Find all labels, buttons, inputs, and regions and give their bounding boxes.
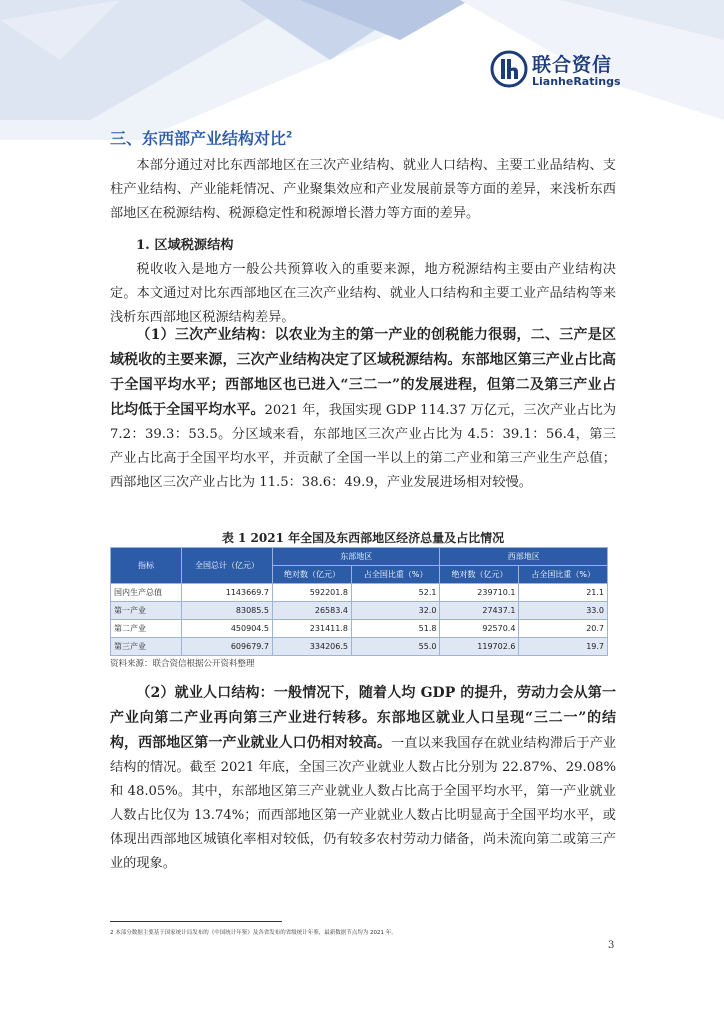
cell-west-share: 19.7 — [519, 638, 608, 656]
cell-west-abs: 239710.1 — [440, 584, 519, 602]
lianhe-logo-icon — [490, 50, 528, 88]
cell-national: 1143669.7 — [182, 584, 273, 602]
header-indicator: 指标 — [111, 548, 182, 584]
header-west-abs: 绝对数（亿元） — [440, 566, 519, 584]
brand-name-en: LianheRatings — [532, 75, 621, 88]
cell-east-share: 51.8 — [351, 620, 440, 638]
cell-east-abs: 592201.8 — [273, 584, 352, 602]
industry-structure-text: 2021 年，我国实现 GDP 114.37 万亿元，三次产业占比为 7.2：39.3：53.5。分区域来看，东部地区三次产业占比为 4.5：39.1：56.4，第三产业占比高于全国平均水平，并贡献了全国一半以上的第二产业和第三产业生产总值；西部地区三次产业占比为 11.5：38.6：49.9，产业发展进场相对较慢。 — [110, 403, 617, 490]
table-row — [111, 620, 608, 638]
row-label: 国内生产总值 — [111, 584, 182, 602]
cell-east-share: 52.1 — [351, 584, 440, 602]
cell-national: 83085.5 — [182, 602, 273, 620]
brand-name-cn: 联合资信 — [532, 54, 613, 76]
footnote-divider — [110, 921, 282, 922]
industry-structure-lead: （1）三次产业结构：以农业为主的第一产业的创税能力很弱，二、三产是区域税收的主要来源，三次产业结构决定了区域税源结构。东部地区第三产业占比高于全国平均水平；西部地区也已进入“三二一”的发展进程，但第二及第三产业占比均低于全国平均水平。 — [110, 327, 616, 418]
cell-west-abs: 27437.1 — [440, 602, 519, 620]
cell-east-abs: 334206.5 — [273, 638, 352, 656]
row-label: 第二产业 — [111, 620, 182, 638]
economy-table — [110, 547, 608, 656]
employment-structure-paragraph — [110, 681, 616, 876]
table-source: 资料来源：联合资信根据公开资料整理 — [110, 659, 255, 669]
cell-west-share: 20.7 — [519, 620, 608, 638]
intro-paragraph: 本部分通过对比东西部地区在三次产业结构、就业人口结构、主要工业品结构、支柱产业结构、产业能耗情况、产业聚集效应和产业发展前景等方面的差异，来浅析东西部地区在税源结构、税源稳定性和税源增长潜力等方面的差异。 — [110, 158, 616, 221]
header-west: 西部地区 — [440, 548, 608, 566]
cell-east-abs: 231411.8 — [273, 620, 352, 638]
cell-west-abs: 119702.6 — [440, 638, 519, 656]
tax-paragraph: 税收收入是地方一般公共预算收入的重要来源，地方税源结构主要由产业结构决定。本文通过对比东西部地区在三次产业结构、就业人口结构和主要工业产品结构等来浅析东西部地区税源结构差异。 — [110, 262, 616, 325]
table-row — [111, 638, 608, 656]
section-title: 三、东西部产业结构对比$^2$ — [110, 129, 293, 148]
table-title: 表 1 2021 年全国及东西部地区经济总量及占比情况 — [221, 531, 505, 545]
header-national: 全国总计（亿元） — [182, 548, 273, 584]
brand-logo — [490, 50, 630, 94]
table-row — [111, 584, 608, 602]
footnote: 2 本部分数据主要基于国家统计局发布的《中国统计年鉴》及各省发布的省级统计年鉴，最新数据节点均为 2021 年。 — [110, 930, 397, 936]
table-row — [111, 602, 608, 620]
header-east-share: 占全国比重（%） — [351, 566, 440, 584]
cell-west-abs: 92570.4 — [440, 620, 519, 638]
cell-west-share: 21.1 — [519, 584, 608, 602]
header-west-share: 占全国比重（%） — [519, 566, 608, 584]
row-label: 第三产业 — [111, 638, 182, 656]
industry-structure-paragraph — [110, 323, 616, 495]
employment-structure-text: 一直以来我国存在就业结构滞后于产业结构的情况。截至 2021 年底，全国三次产业就业人数占比分别为 22.87%、29.08%和 48.05%。其中，东部地区第三产业就业人数占比高于全国平均水平，第一产业就业人数占比仅为 13.74%；而西部地区第一产业就业人数占比明显高于全国平均水平，或体现出西部地区城镇化率相对较低，仍有较多农村劳动力储备，尚未流向第二或第三产业的现象。 — [110, 736, 617, 871]
cell-national: 609679.7 — [182, 638, 273, 656]
cell-east-share: 55.0 — [351, 638, 440, 656]
cell-east-abs: 26583.4 — [273, 602, 352, 620]
page-number: 3 — [608, 940, 615, 951]
cell-east-share: 32.0 — [351, 602, 440, 620]
subheading-tax-structure: 1. 区域税源结构 — [136, 238, 234, 253]
header-east-abs: 绝对数（亿元） — [273, 566, 352, 584]
employment-structure-lead: （2）就业人口结构：一般情况下，随着人均 GDP 的提升，劳动力会从第一产业向第二产业再向第三产业进行转移。东部地区就业人口呈现“三二一”的结构，西部地区第一产业就业人口仍相对较高。 — [110, 685, 616, 751]
cell-national: 450904.5 — [182, 620, 273, 638]
header-east: 东部地区 — [273, 548, 440, 566]
cell-west-share: 33.0 — [519, 602, 608, 620]
footnote-ref[interactable]: 2 — [286, 130, 293, 141]
row-label: 第一产业 — [111, 602, 182, 620]
